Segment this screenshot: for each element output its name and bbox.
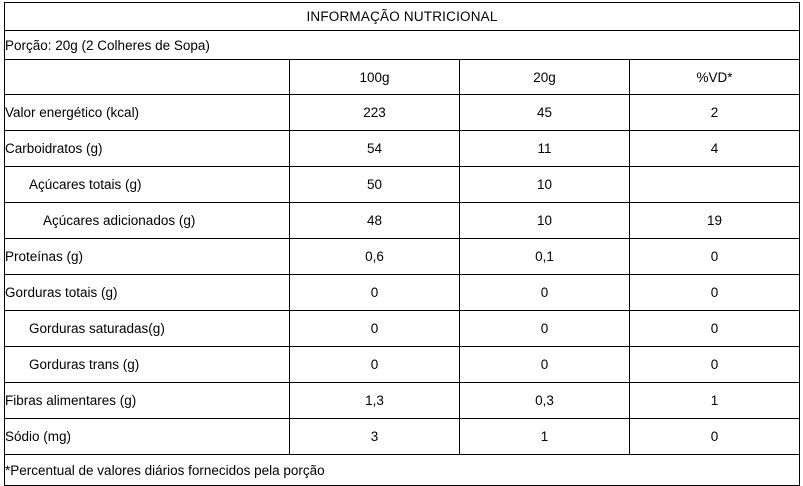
table-row bbox=[5, 347, 800, 383]
nutrient-name: Valor energético (kcal) bbox=[5, 95, 290, 131]
nutrient-vd bbox=[630, 167, 800, 203]
label-title: INFORMAÇÃO NUTRICIONAL bbox=[5, 3, 800, 31]
column-header-100g: 100g bbox=[290, 60, 460, 95]
nutrient-name: Gorduras trans (g) bbox=[5, 347, 290, 383]
nutrient-name: Gorduras saturadas(g) bbox=[5, 311, 290, 347]
nutrient-vd: 0 bbox=[630, 311, 800, 347]
portion-text: Porção: 20g (2 Colheres de Sopa) bbox=[5, 31, 800, 60]
nutrient-vd: 2 bbox=[630, 95, 800, 131]
nutrient-per-portion: 0,1 bbox=[460, 239, 630, 275]
nutrient-per-100g: 0 bbox=[290, 347, 460, 383]
nutrient-per-100g: 54 bbox=[290, 131, 460, 167]
nutrient-name: Carboidratos (g) bbox=[5, 131, 290, 167]
table-row bbox=[5, 131, 800, 167]
table-row-portion bbox=[5, 31, 800, 60]
nutrient-name: Açúcares totais (g) bbox=[5, 167, 290, 203]
nutrient-per-portion: 0,3 bbox=[460, 383, 630, 419]
nutrient-vd: 0 bbox=[630, 347, 800, 383]
nutrient-vd: 1 bbox=[630, 383, 800, 419]
column-header-vd: %VD* bbox=[630, 60, 800, 95]
nutrient-vd: 0 bbox=[630, 419, 800, 455]
table-row bbox=[5, 311, 800, 347]
nutrient-per-portion: 1 bbox=[460, 419, 630, 455]
nutrient-per-100g: 223 bbox=[290, 95, 460, 131]
nutrient-per-portion: 0 bbox=[460, 311, 630, 347]
nutrient-per-portion: 0 bbox=[460, 275, 630, 311]
nutrient-vd: 19 bbox=[630, 203, 800, 239]
nutrient-name: Sódio (mg) bbox=[5, 419, 290, 455]
nutrient-per-portion: 10 bbox=[460, 203, 630, 239]
table-row bbox=[5, 95, 800, 131]
nutrient-per-100g: 50 bbox=[290, 167, 460, 203]
nutrient-per-100g: 48 bbox=[290, 203, 460, 239]
nutrient-per-100g: 1,3 bbox=[290, 383, 460, 419]
nutrient-vd: 4 bbox=[630, 131, 800, 167]
table-header-row bbox=[5, 60, 800, 95]
table-row bbox=[5, 275, 800, 311]
nutrient-per-100g: 0,6 bbox=[290, 239, 460, 275]
table-row bbox=[5, 203, 800, 239]
table-row-footnote bbox=[5, 455, 800, 486]
column-header-portion: 20g bbox=[460, 60, 630, 95]
nutrient-per-100g: 3 bbox=[290, 419, 460, 455]
nutrient-name: Fibras alimentares (g) bbox=[5, 383, 290, 419]
nutrient-per-portion: 45 bbox=[460, 95, 630, 131]
nutrient-name: Gorduras totais (g) bbox=[5, 275, 290, 311]
footnote-text: *Percentual de valores diários fornecidos pela porção bbox=[5, 455, 800, 486]
nutrient-per-portion: 10 bbox=[460, 167, 630, 203]
nutrient-vd: 0 bbox=[630, 239, 800, 275]
nutrient-name: Proteínas (g) bbox=[5, 239, 290, 275]
nutrient-per-100g: 0 bbox=[290, 311, 460, 347]
nutrition-table bbox=[4, 2, 800, 486]
nutrient-per-portion: 11 bbox=[460, 131, 630, 167]
nutrient-per-portion: 0 bbox=[460, 347, 630, 383]
column-header-blank bbox=[5, 60, 290, 95]
nutrient-per-100g: 0 bbox=[290, 275, 460, 311]
table-row bbox=[5, 239, 800, 275]
table-row-title bbox=[5, 3, 800, 31]
nutrient-name: Açúcares adicionados (g) bbox=[5, 203, 290, 239]
nutrient-vd: 0 bbox=[630, 275, 800, 311]
table-row bbox=[5, 419, 800, 455]
table-row bbox=[5, 167, 800, 203]
table-row bbox=[5, 383, 800, 419]
nutrition-label bbox=[0, 2, 803, 486]
